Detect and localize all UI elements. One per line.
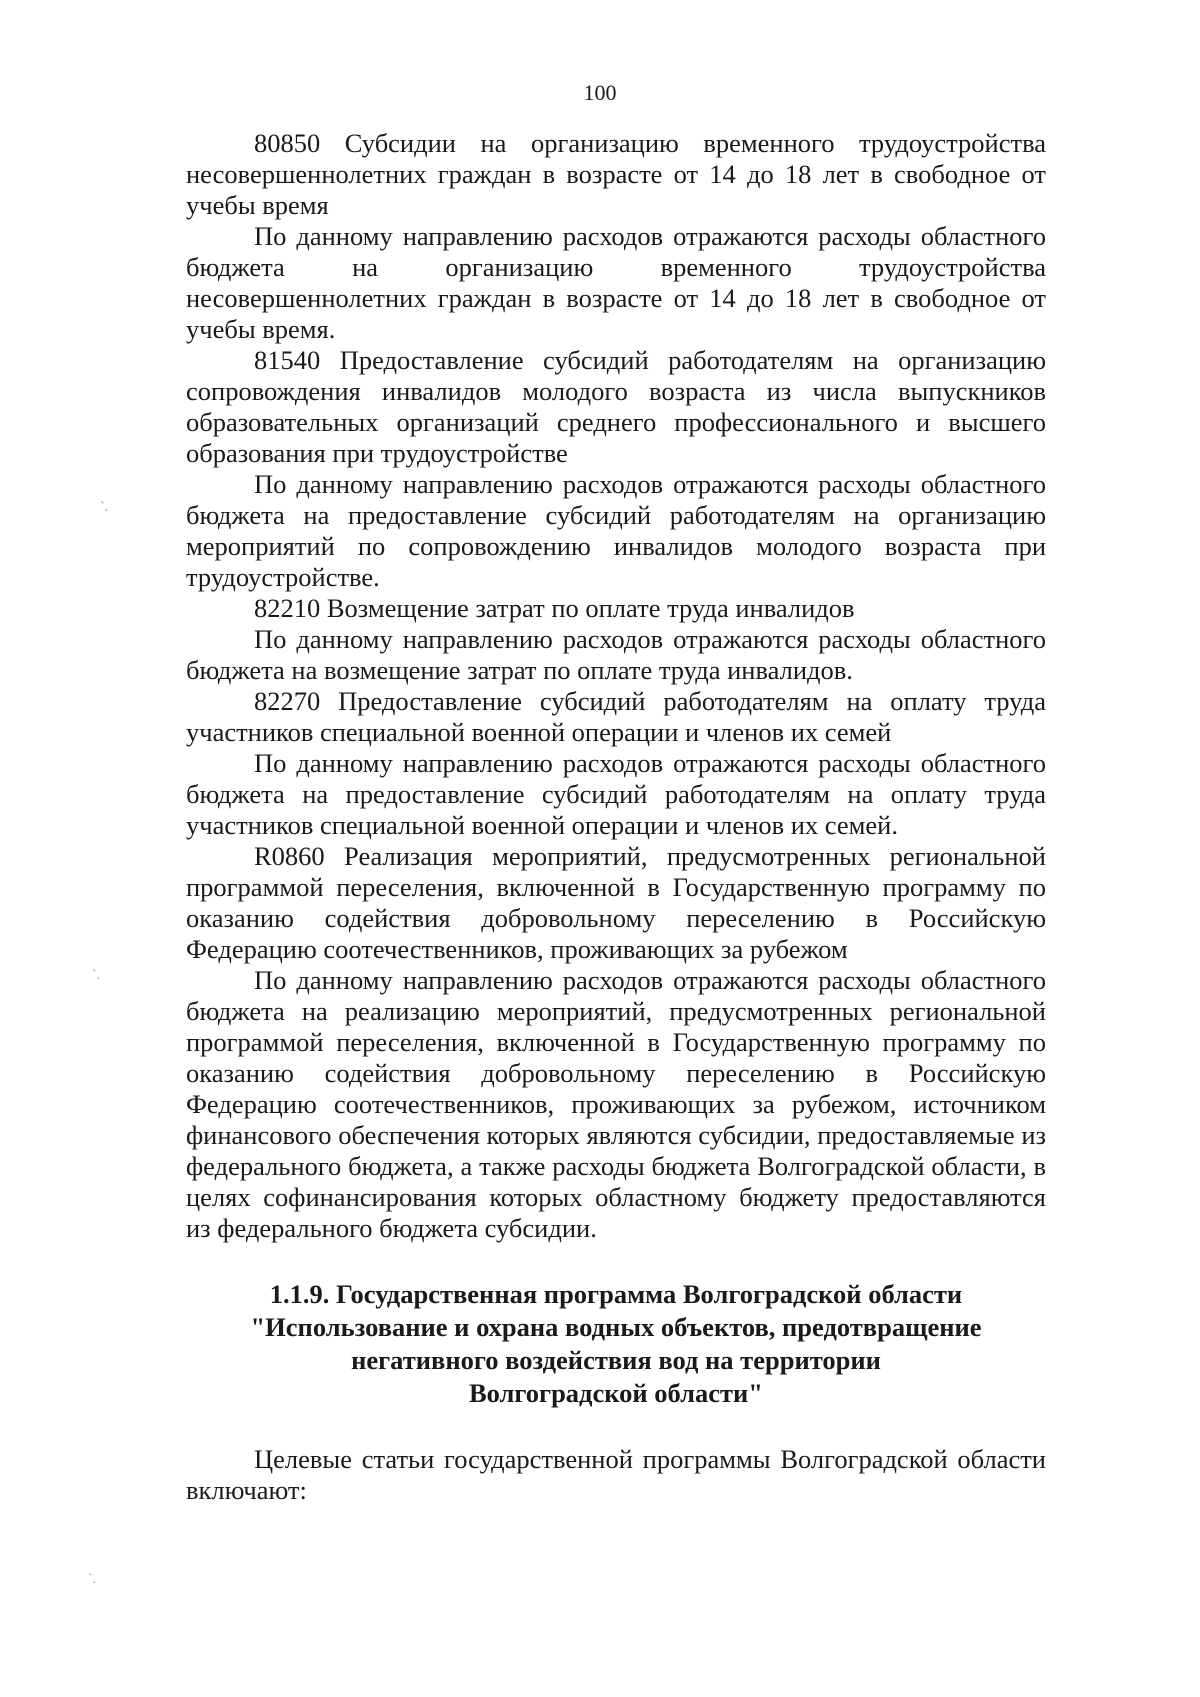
paragraph-80850-title: 80850 Субсидии на организацию временного трудоустройства несовершеннолетних граждан в возрасте от 14 до 18 лет в свободное от учебы время	[186, 128, 1046, 220]
scan-mark: ˋ.	[100, 500, 109, 515]
scan-mark: ˋ.	[88, 1572, 97, 1587]
section-heading-line-4: Волгоградской области"	[468, 1378, 764, 1408]
section-heading	[186, 1278, 1046, 1410]
paragraph-82270-title: 82270 Предоставление субсидий работодателям на оплату труда участников специальной военной операции и членов их семей	[186, 686, 1046, 747]
document-body	[186, 128, 1046, 1506]
paragraph-82210-description: По данному направлению расходов отражаются расходы областного бюджета на возмещение затрат по оплате труда инвалидов.	[186, 624, 1046, 685]
paragraph-81540-description: По данному направлению расходов отражаются расходы областного бюджета на предоставление субсидий работодателям на организацию мероприятий по сопровождению инвалидов молодого возраста при трудоустройстве.	[186, 469, 1046, 592]
paragraph-r0860-description: По данному направлению расходов отражаются расходы областного бюджета на реализацию мероприятий, предусмотренных региональной программой переселения, включенной в Государственную программу по оказанию содействия добровольному переселению в Российскую Федерацию соотечественников, проживающих за рубежом, источником финансового обеспечения которых являются субсидии, предоставляемые из федерального бюджета, а также расходы бюджета Волгоградской области, в целях софинансирования которых областному бюджету предоставляются из федерального бюджета субсидии.	[186, 965, 1046, 1243]
section-heading-line-2: "Использование и охрана водных объектов, предотвращение	[250, 1312, 982, 1342]
paragraph-80850-description: По данному направлению расходов отражаются расходы областного бюджета на организацию временного трудоустройства несовершеннолетних граждан в возрасте от 14 до 18 лет в свободное от учебы время.	[186, 221, 1046, 344]
paragraph-82210-title: 82210 Возмещение затрат по оплате труда инвалидов	[254, 593, 855, 623]
section-heading-line-1: 1.1.9. Государственная программа Волгоградской области	[269, 1279, 963, 1309]
section-heading-line-3: негативного воздействия вод на территории	[351, 1345, 881, 1375]
scan-mark: ˋ.	[92, 968, 101, 983]
closing-paragraph: Целевые статьи государственной программы Волгоградской области включают:	[186, 1444, 1046, 1505]
page-number: 100	[583, 80, 617, 105]
paragraph-82270-description: По данному направлению расходов отражаются расходы областного бюджета на предоставление субсидий работодателям на оплату труда участников специальной военной операции и членов их семей.	[186, 748, 1046, 840]
paragraph-r0860-title: R0860 Реализация мероприятий, предусмотренных региональной программой переселения, включенной в Государственную программу по оказанию содействия добровольному переселению в Российскую Федерацию соотечественников, проживающих за рубежом	[186, 841, 1046, 964]
paragraph-81540-title: 81540 Предоставление субсидий работодателям на организацию сопровождения инвалидов молодого возраста из числа выпускников образовательных организаций среднего профессионального и высшего образования при трудоустройстве	[186, 345, 1046, 468]
